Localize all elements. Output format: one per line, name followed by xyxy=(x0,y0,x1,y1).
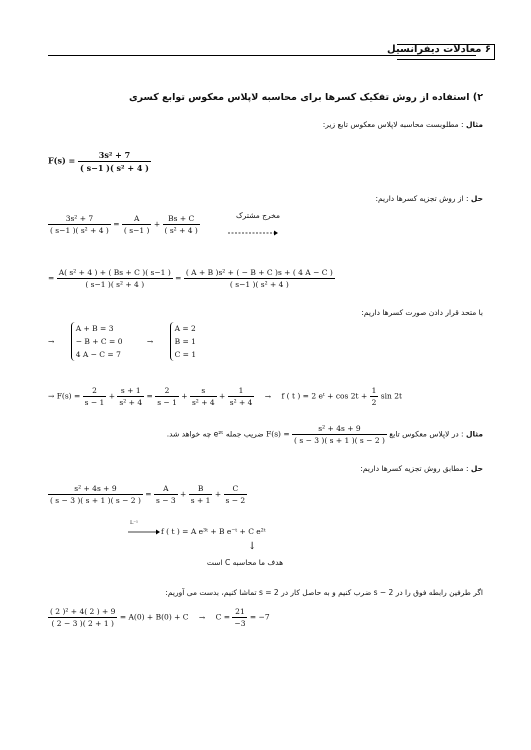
eq1-term1 xyxy=(122,214,152,235)
example2-F-den: ( s − 3 )( s + 1 )( s − 2 ) xyxy=(294,436,385,445)
result-f-of-t: f ( t ) = 2 eᵗ + cos 2t + xyxy=(281,391,368,401)
laplace-inverse-label: L⁻¹ xyxy=(130,520,138,526)
partial-fraction-eq2 xyxy=(48,268,335,289)
result-plus-1: + xyxy=(108,391,116,401)
eq1-term2-num: Bs + C xyxy=(163,214,200,225)
result-term2-den: s² + 4 xyxy=(119,398,143,407)
sol2-term3 xyxy=(224,484,248,505)
eq2-mid-num: A( s² + 4 ) + ( Bs + C )( s−1 ) xyxy=(58,268,171,277)
example1-F-numerator: 3s² + 7 xyxy=(78,150,151,162)
sol2-term1 xyxy=(154,484,178,505)
result-equals: = xyxy=(146,391,153,401)
section-title: ۲) استفاده از روش تفکیک کسرها برای محاسبه لاپلاس معکوس توابع کسری xyxy=(128,92,483,103)
partial-fraction-eq1 xyxy=(48,214,200,235)
result-plus-3: + xyxy=(219,391,226,401)
result-term3-den: s − 1 xyxy=(157,398,177,407)
system-arrow-2: → xyxy=(146,336,154,346)
calc-c-den: −3 xyxy=(234,619,246,628)
example2-F-fraction xyxy=(292,424,387,445)
sol2-plus-2: + xyxy=(214,489,222,499)
common-denominator-label: مخرج مشترک xyxy=(235,211,281,220)
solution1-label: حل xyxy=(470,194,483,203)
result-term4 xyxy=(190,386,217,407)
system-arrow-1: → xyxy=(48,336,55,346)
solution2-text: : مطابق روش تجزیه کسرها داریم: xyxy=(360,464,471,473)
sol2-term2-num: B xyxy=(189,484,213,495)
example1-F-lhs: F(s) = xyxy=(48,155,76,166)
example2-text-a: : در لاپلاس معکوس تابع xyxy=(386,429,466,439)
eq1-lhs-num: 3s² + 7 xyxy=(48,214,111,225)
sol2-term3-den: s − 2 xyxy=(225,496,246,505)
common-denominator-arrow xyxy=(228,229,278,237)
example1-label: مثال xyxy=(465,120,483,129)
result-term2-num: s + 1 xyxy=(117,386,144,397)
eq1-lhs-den: ( s−1 )( s² + 4 ) xyxy=(50,226,109,235)
eq2-right-num: ( A + B )s² + ( − B + C )s + ( 4 A − C ) xyxy=(185,268,333,277)
eq2-equals: = xyxy=(175,273,182,283)
solution-A: A = 2 xyxy=(174,324,196,333)
solution2-label: حل xyxy=(470,464,483,473)
sol2-lhs xyxy=(48,484,143,505)
result-term1-den: s − 1 xyxy=(84,398,105,407)
example2-text-b: ضریب جمله e²ᵗ چه خواهد شد. xyxy=(166,429,264,439)
system-eq-3: 4 A − C = 7 xyxy=(75,350,121,359)
example2-label: مثال xyxy=(465,429,483,439)
result-term5-num: 1 xyxy=(228,386,255,397)
result-term1 xyxy=(83,386,107,407)
example1-F-fraction xyxy=(78,150,151,173)
eq1-term2-den: ( s² + 4 ) xyxy=(164,226,198,235)
sol2-term3-num: C xyxy=(224,484,248,495)
inverse-laplace-result xyxy=(48,386,402,407)
example1-F-denominator: ( s−1 )( s² + 4 ) xyxy=(80,163,149,173)
chapter-title: ۶ معادلات دیفرانسیل xyxy=(387,44,491,55)
calc-rhs: = A(0) + B(0) + C xyxy=(119,612,189,622)
coefficient-systems xyxy=(48,322,196,361)
calc-den: ( 2 − 3 )( 2 + 1 ) xyxy=(51,619,114,628)
calc-c-num: 21 xyxy=(232,607,247,618)
eq1-term2 xyxy=(163,214,200,235)
example2-statement xyxy=(63,424,483,445)
result-term2 xyxy=(117,386,144,407)
eq2-right-den: ( s−1 )( s² + 4 ) xyxy=(229,280,289,289)
sol2-term1-num: A xyxy=(154,484,178,495)
eq1-equals: = xyxy=(113,219,120,229)
sol2-term1-den: s − 3 xyxy=(155,496,176,505)
example2-function xyxy=(266,424,387,445)
eq1-lhs-fraction xyxy=(48,214,111,235)
example1-function xyxy=(48,150,151,173)
result-term5 xyxy=(228,386,255,407)
sol2-equals: = xyxy=(145,489,152,499)
calc-result: = −7 xyxy=(249,612,270,622)
eq1-term1-den: ( s−1 ) xyxy=(123,226,150,235)
solution2-decomposition xyxy=(48,484,247,505)
result-term1-num: 2 xyxy=(83,386,107,397)
solution-C: C = 1 xyxy=(174,350,197,359)
final-calculation xyxy=(48,607,270,628)
equate-numerators-text: با متحد قرار دادن صورت کسرها داریم: xyxy=(361,308,483,317)
sol2-term2-den: s + 1 xyxy=(190,496,211,505)
calc-c-fraction xyxy=(232,607,247,628)
solution1-statement xyxy=(63,194,483,203)
result-half-den: 2 xyxy=(371,398,377,407)
system-solution xyxy=(170,322,197,361)
calc-C: C = xyxy=(215,612,231,622)
result-half xyxy=(370,386,379,407)
sol2-f-of-t: f ( t ) = A e³ᵗ + B e⁻ᵗ + C e²ᵗ xyxy=(161,527,266,536)
sol2-term2 xyxy=(189,484,213,505)
result-F: F(s) = xyxy=(56,391,81,401)
result-plus-2: + xyxy=(181,391,188,401)
example2-F-lhs: F(s) = xyxy=(266,429,290,439)
eq2-mid-fraction xyxy=(57,268,173,289)
result-term3-num: 2 xyxy=(155,386,179,397)
system-eq-2: − B + C = 0 xyxy=(75,337,123,346)
down-arrow: ↓ xyxy=(248,541,257,552)
eq2-prefix: = xyxy=(48,273,55,283)
solution-B: B = 1 xyxy=(174,337,196,346)
eq2-right-fraction xyxy=(184,268,335,289)
system-eq-1: A + B = 3 xyxy=(75,324,114,333)
result-term4-num: s xyxy=(190,386,217,397)
result-half-num: 1 xyxy=(371,386,377,395)
system-equations xyxy=(71,322,123,361)
example2-F-num: s² + 4s + 9 xyxy=(292,424,387,435)
sol2-plus-1: + xyxy=(180,489,187,499)
result-term4-den: s² + 4 xyxy=(191,398,215,407)
eq2-mid-den: ( s−1 )( s² + 4 ) xyxy=(85,280,145,289)
result-term3 xyxy=(155,386,179,407)
multiply-text: اگر طرفین رابطه فوق را در s − 2 ضرب کنیم و به حاصل کار در s = 2 تماشا کنیم، بدست می آوریم: xyxy=(165,588,483,597)
result-arrow-2: → xyxy=(264,391,272,401)
eq1-term1-num: A xyxy=(122,214,152,225)
laplace-inverse-arrow xyxy=(128,528,160,536)
result-sin: sin 2t xyxy=(380,391,403,401)
result-arrow: → xyxy=(48,391,55,401)
example1-text: : مطلوبست محاسبه لاپلاس معکوس تابع زیر: xyxy=(322,120,466,129)
example1-statement xyxy=(63,120,483,129)
sol2-lhs-num: s² + 4s + 9 xyxy=(48,484,143,495)
solution2-statement xyxy=(63,464,483,473)
calc-num: ( 2 )² + 4( 2 ) + 9 xyxy=(50,607,116,616)
sol2-lhs-den: ( s − 3 )( s + 1 )( s − 2 ) xyxy=(50,496,141,505)
result-term5-den: s² + 4 xyxy=(229,398,253,407)
eq1-plus: + xyxy=(153,219,161,229)
calc-fraction xyxy=(48,607,117,628)
calc-arrow: → xyxy=(198,612,206,622)
solution1-text: : از روش تجزیه کسرها داریم: xyxy=(375,194,471,203)
goal-text: هدف ما محاسبه C است xyxy=(206,558,284,567)
